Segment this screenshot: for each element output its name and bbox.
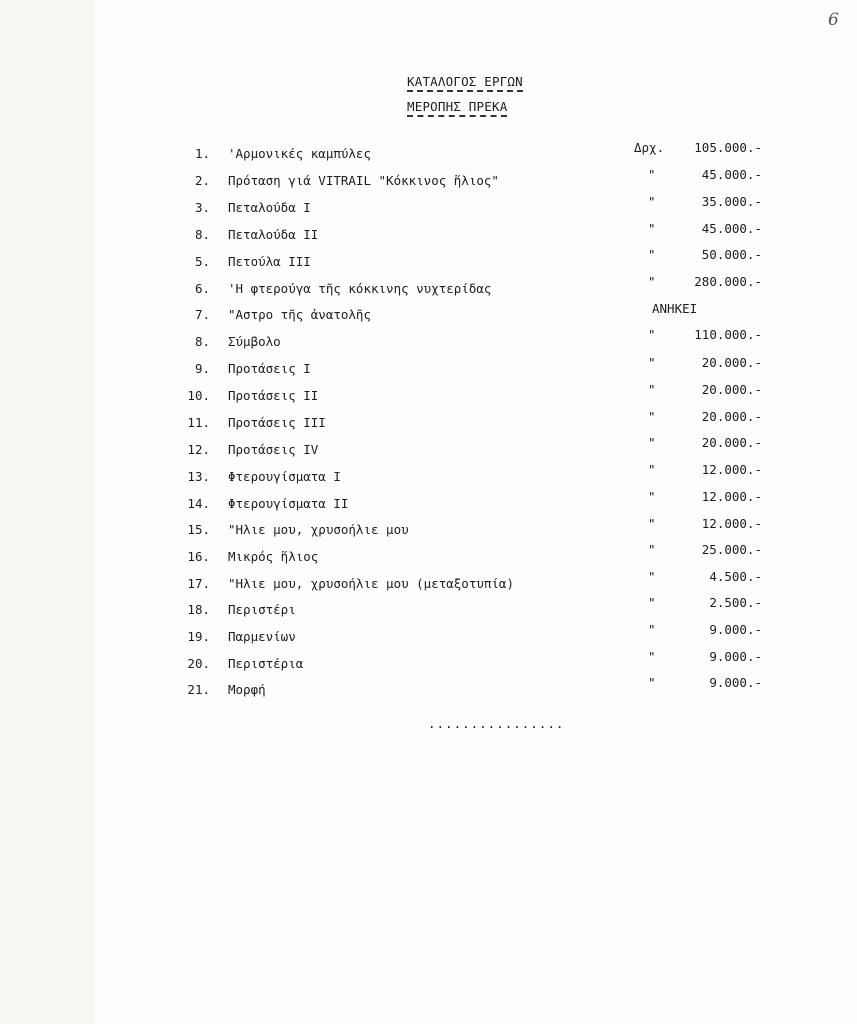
item-title: Προτάσεις III xyxy=(228,415,326,430)
item-price: 4.500.- xyxy=(709,569,762,584)
item-price: 45.000.- xyxy=(701,221,762,236)
item-number: 17. xyxy=(187,576,210,591)
item-currency: Δρχ. xyxy=(634,140,665,155)
item-title: 'Η φτερούγα τῆς κόκκινης νυχτερίδας xyxy=(228,281,492,296)
item-currency: " xyxy=(648,542,656,557)
item-currency: " xyxy=(648,167,656,182)
item-title: Μικρός ἥλιος xyxy=(228,549,319,564)
artist-name: ΜΕΡΟΠΗΣ ΠΡΕΚΑ xyxy=(407,99,507,117)
item-currency: " xyxy=(648,516,656,531)
item-price: 110.000.- xyxy=(694,327,762,342)
item-price: 9.000.- xyxy=(709,622,762,637)
item-title: Παρμενίων xyxy=(228,629,296,644)
item-number: 3. xyxy=(194,200,210,215)
item-title: Φτερουγίσματα II xyxy=(228,496,349,511)
item-currency: " xyxy=(648,435,656,450)
item-title: Προτάσεις I xyxy=(228,361,311,376)
item-number: 5. xyxy=(194,254,210,269)
item-number: 1. xyxy=(194,146,210,161)
item-number: 15. xyxy=(187,522,210,537)
item-number: 8. xyxy=(194,334,210,349)
item-title: "Ηλιε μου, χρυσοήλιε μου (μεταξοτυπία) xyxy=(228,576,514,591)
item-currency: " xyxy=(648,194,656,209)
item-currency: " xyxy=(648,569,656,584)
item-number: 12. xyxy=(187,442,210,457)
item-price: 2.500.- xyxy=(709,595,762,610)
item-number: 8. xyxy=(194,227,210,242)
item-currency: " xyxy=(648,595,656,610)
item-number: 11. xyxy=(187,415,210,430)
item-title: Πεταλούδα II xyxy=(228,227,319,242)
item-number: 18. xyxy=(187,602,210,617)
item-number: 21. xyxy=(187,682,210,697)
item-number: 20. xyxy=(187,656,210,671)
item-number: 7. xyxy=(194,307,210,322)
item-price: 9.000.- xyxy=(709,649,762,664)
item-title: Φτερουγίσματα I xyxy=(228,469,341,484)
item-title: Μορφή xyxy=(228,682,266,697)
item-title: Πετούλα III xyxy=(228,254,311,269)
item-title: Προτάσεις IV xyxy=(228,442,319,457)
item-price: 50.000.- xyxy=(701,247,762,262)
item-title: "Ηλιε μου, χρυσοήλιε μου xyxy=(228,522,409,537)
item-currency: " xyxy=(648,247,656,262)
item-number: 6. xyxy=(194,281,210,296)
item-currency: " xyxy=(648,462,656,477)
item-price: 12.000.- xyxy=(701,516,762,531)
item-title: Πρόταση γιά VITRAIL "Κόκκινος ἥλιος" xyxy=(228,173,499,188)
item-price: 12.000.- xyxy=(701,489,762,504)
catalog-title: ΚΑΤΑΛΟΓΟΣ ΕΡΓΩΝ xyxy=(407,74,523,92)
item-number: 16. xyxy=(187,549,210,564)
item-number: 9. xyxy=(194,361,210,376)
item-title: Σύμβολο xyxy=(228,334,281,349)
item-note: ΑΝΗΚΕΙ xyxy=(652,301,698,316)
item-title: Περιστέρι xyxy=(228,602,296,617)
item-price: 20.000.- xyxy=(701,409,762,424)
page-number: 6 xyxy=(828,10,839,30)
item-price: 35.000.- xyxy=(701,194,762,209)
item-price: 25.000.- xyxy=(701,542,762,557)
item-price: 45.000.- xyxy=(701,167,762,182)
item-number: 10. xyxy=(187,388,210,403)
item-price: 20.000.- xyxy=(701,355,762,370)
item-number: 19. xyxy=(187,629,210,644)
item-title: Προτάσεις II xyxy=(228,388,319,403)
item-title: "Αστρο τῆς ἀνατολῆς xyxy=(228,307,371,322)
item-currency: " xyxy=(648,274,656,289)
item-number: 13. xyxy=(187,469,210,484)
item-title: Πεταλούδα I xyxy=(228,200,311,215)
item-title: Περιστέρια xyxy=(228,656,304,671)
item-currency: " xyxy=(648,649,656,664)
item-price: 9.000.- xyxy=(709,675,762,690)
item-number: 2. xyxy=(194,173,210,188)
item-title: 'Αρμονικές καμπύλες xyxy=(228,146,371,161)
item-price: 12.000.- xyxy=(701,462,762,477)
item-currency: " xyxy=(648,355,656,370)
item-currency: " xyxy=(648,489,656,504)
item-price: 280.000.- xyxy=(694,274,762,289)
item-currency: " xyxy=(648,675,656,690)
item-currency: " xyxy=(648,622,656,637)
item-currency: " xyxy=(648,409,656,424)
item-currency: " xyxy=(648,327,656,342)
item-price: 20.000.- xyxy=(701,382,762,397)
item-price: 105.000.- xyxy=(694,140,762,155)
end-marks: ................ xyxy=(428,716,565,731)
item-currency: " xyxy=(648,221,656,236)
item-number: 14. xyxy=(187,496,210,511)
item-currency: " xyxy=(648,382,656,397)
item-price: 20.000.- xyxy=(701,435,762,450)
